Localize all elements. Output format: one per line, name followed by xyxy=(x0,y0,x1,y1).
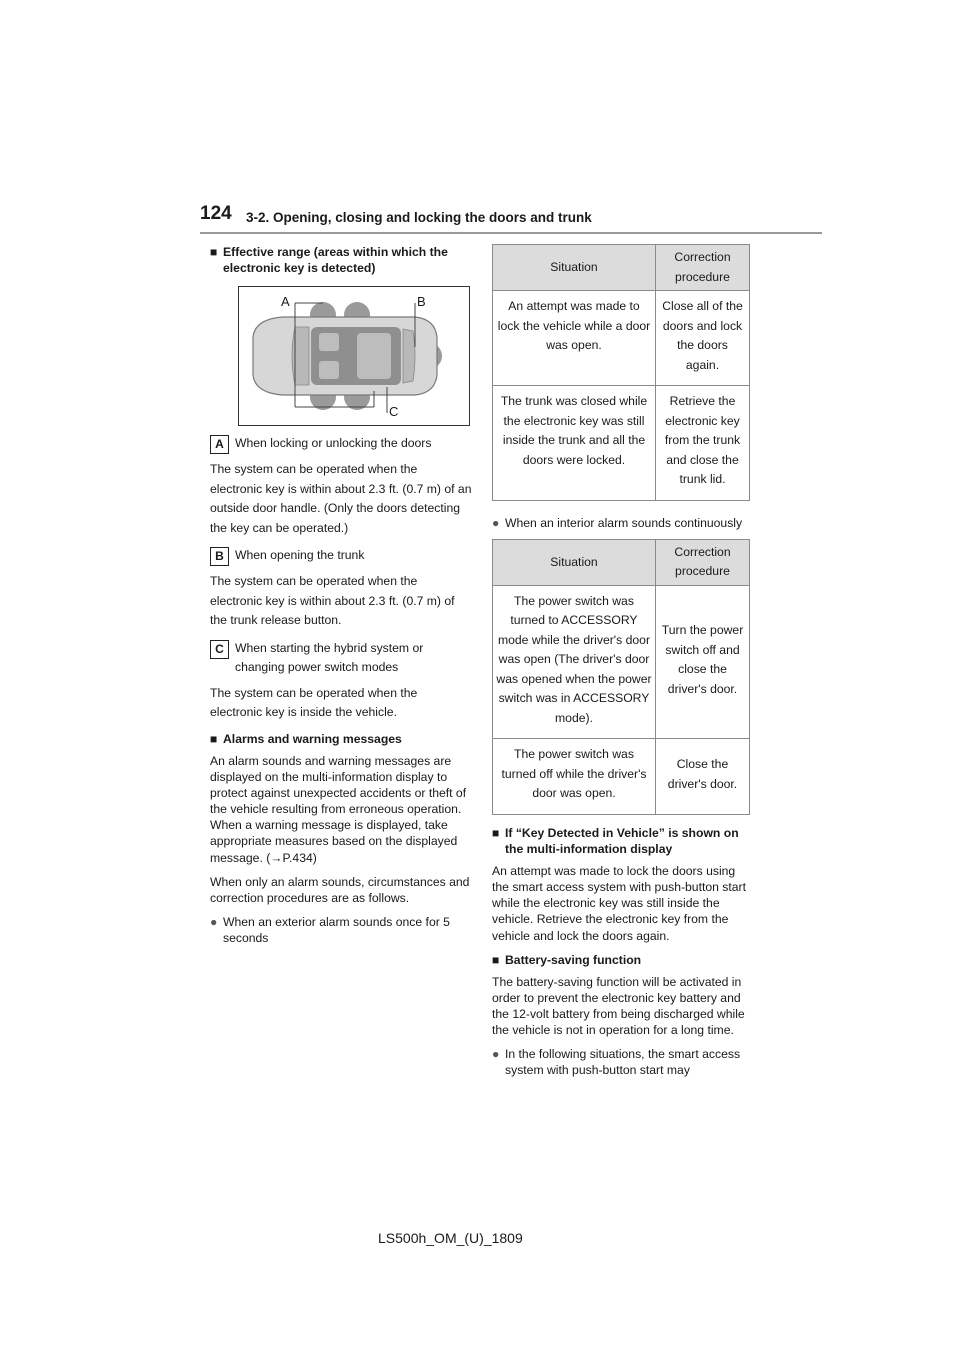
square-bullet-icon: ■ xyxy=(492,952,500,967)
interior-alarm-table xyxy=(492,539,750,815)
battery-heading: ■ Battery-saving function xyxy=(492,952,642,967)
left-column xyxy=(210,244,472,954)
page-number: 124 xyxy=(200,203,232,224)
table-row: An attempt was made to lock the vehicle while a door was open. Close all of the doors and lock the doors again. xyxy=(493,291,750,386)
range-heading: ■ Effective range (areas within which the electronic key is detected) xyxy=(210,245,448,276)
battery-text: The battery-saving function will be activated in order to prevent the electronic key battery and the 12-volt battery from being discharged while the vehicle is not in operation for a long time. xyxy=(492,974,745,1037)
alarm-only-text: When only an alarm sounds, circumstances and correction procedures are as follows. xyxy=(210,874,470,905)
figure-label-b: B xyxy=(417,294,426,310)
exterior-alarm-table xyxy=(492,244,750,501)
range-item-c: C When starting the hybrid system or changing power switch modes xyxy=(210,639,472,678)
key-detected-heading: ■ If “Key Detected in Vehicle” is shown on the multi-information display xyxy=(492,825,739,857)
letter-box-a: A xyxy=(210,435,229,454)
figure-label-a: A xyxy=(281,294,290,310)
document-code: LS500h_OM_(U)_1809 xyxy=(378,1230,523,1246)
round-bullet-icon: ● xyxy=(492,1047,500,1062)
square-bullet-icon: ■ xyxy=(210,245,218,259)
table-header-situation: Situation xyxy=(493,245,656,291)
range-item-b-text: The system can be operated when the electronic key is within about 2.3 ft. (0.7 m) of the trunk release button. xyxy=(210,574,455,628)
table-row: The power switch was turned off while the driver's door was open. Close the driver's door. xyxy=(493,739,750,815)
right-column xyxy=(492,244,754,1086)
key-detected-text: An attempt was made to lock the doors using the smart access system with push-button start while the electronic key was still inside the vehicle. Retrieve the electronic key from the vehicle and lock the doors again. xyxy=(492,864,747,943)
range-item-c-text: The system can be operated when the electronic key is inside the vehicle. xyxy=(210,685,418,720)
figure-label-c: C xyxy=(389,404,399,420)
car-range-diagram xyxy=(239,287,469,425)
round-bullet-icon: ● xyxy=(492,515,500,530)
square-bullet-icon: ■ xyxy=(210,731,218,746)
range-item-a: A When locking or unlocking the doors xyxy=(210,434,472,454)
range-item-b: B When opening the trunk xyxy=(210,546,472,566)
table-row: The trunk was closed while the electronic key was still inside the trunk and all the doors were locked. Retrieve the electronic key from the trunk and close the trunk lid. xyxy=(493,386,750,501)
interior-alarm-bullet: ● When an interior alarm sounds continuously xyxy=(492,515,743,530)
section-title: 3-2. Opening, closing and locking the doors and trunk xyxy=(246,210,592,225)
exterior-alarm-bullet: ● When an exterior alarm sounds once for 5 seconds xyxy=(210,914,450,945)
alarms-text: An alarm sounds and warning messages are displayed on the multi-information display to protect against unexpected accidents or theft of the vehicle resulting from erroneous operation. When a warning message is displayed, take appropriate measures based on the displayed message. (→P.434) xyxy=(210,753,467,865)
following-situations-bullet: ● In the following situations, the smart access system with push-button start may xyxy=(492,1047,741,1078)
round-bullet-icon: ● xyxy=(210,914,218,929)
letter-box-c: C xyxy=(210,640,229,659)
table-header-correction: Correction procedure xyxy=(656,539,750,585)
range-item-a-text: The system can be operated when the electronic key is within about 2.3 ft. (0.7 m) of an outside door handle. (Only the doors detecting the key can be operated.) xyxy=(210,462,472,535)
square-bullet-icon: ■ xyxy=(492,825,500,840)
range-figure xyxy=(238,286,470,426)
table-header-correction: Correction procedure xyxy=(656,245,750,291)
header-rule xyxy=(200,232,822,234)
table-row: The power switch was turned to ACCESSORY mode while the driver's door was open (The driver's door was opened when the power switch was in ACCESSORY mode). Turn the power switch off and close the driver's door. xyxy=(493,585,750,739)
table-header-situation: Situation xyxy=(493,539,656,585)
letter-box-b: B xyxy=(210,547,229,566)
alarms-heading: ■ Alarms and warning messages xyxy=(210,731,402,746)
